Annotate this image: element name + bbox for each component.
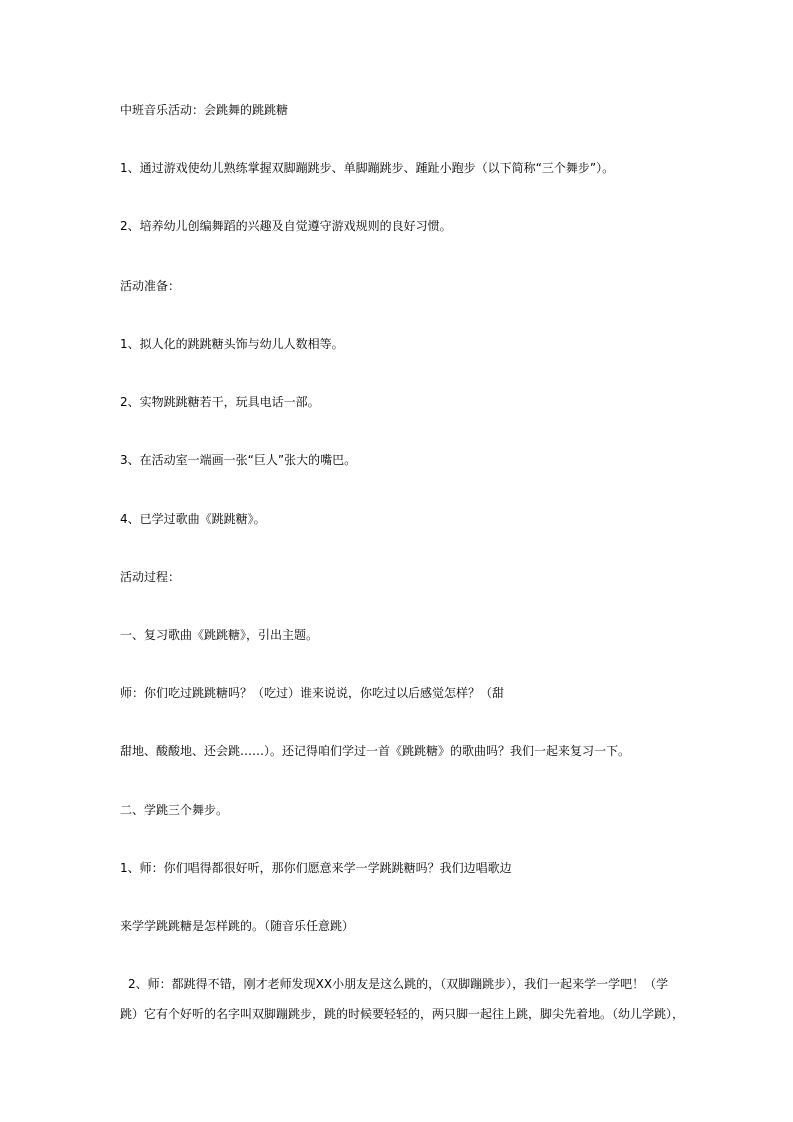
goal-item-2: 2、培养幼儿创编舞蹈的兴趣及自觉遵守游戏规则的良好习惯。 [120, 219, 452, 233]
process-step-2-item-2-line-2: 跳）它有个好听的名字叫双脚蹦跳步，跳的时候要轻轻的，两只脚一起往上跳，脚尖先着地。（幼儿学跳）， [120, 1007, 685, 1021]
preparation-item-2: 2、实物跳跳糖若干，玩具电话一部。 [120, 395, 320, 409]
process-step-2-item-1-line-1: 1、师：你们唱得都很好听，那你们愿意来学一学跳跳糖吗？我们边唱歌边 [120, 861, 512, 875]
goal-item-1: 1、通过游戏使幼儿熟练掌握双脚蹦跳步、单脚蹦跳步、踵趾小跑步（以下简称“三个舞步”）。 [120, 161, 615, 175]
document-title: 中班音乐活动：会跳舞的跳跳糖 [120, 103, 289, 117]
preparation-heading: 活动准备： [120, 279, 181, 293]
process-heading: 活动过程： [120, 570, 181, 584]
preparation-item-3: 3、在活动室一端画一张“巨人”张大的嘴巴。 [120, 453, 357, 467]
process-step-1-text-line-1: 师：你们吃过跳跳糖吗？（吃过）谁来说说，你吃过以后感觉怎样？（甜 [120, 686, 505, 700]
preparation-item-1: 1、拟人化的跳跳糖头饰与幼儿人数相等。 [120, 337, 344, 351]
preparation-item-4: 4、已学过歌曲《跳跳糖》。 [120, 512, 266, 526]
process-step-2-item-1-line-2: 来学学跳跳糖是怎样跳的。（随音乐任意跳） [120, 919, 355, 933]
process-step-1-text-line-2: 甜地、酸酸地、还会跳……）。还记得咱们学过一首《跳跳糖》的歌曲吗？我们一起来复习一下。 [120, 744, 631, 758]
process-step-1: 一、复习歌曲《跳跳糖》，引出主题。 [120, 628, 319, 642]
process-step-2-item-2-line-1: 2、师：都跳得不错，刚才老师发现XX小朋友是这么跳的，（双脚蹦跳步），我们一起来学一学吧！（学 [128, 977, 669, 991]
process-step-2: 二、学跳三个舞步。 [120, 803, 229, 817]
